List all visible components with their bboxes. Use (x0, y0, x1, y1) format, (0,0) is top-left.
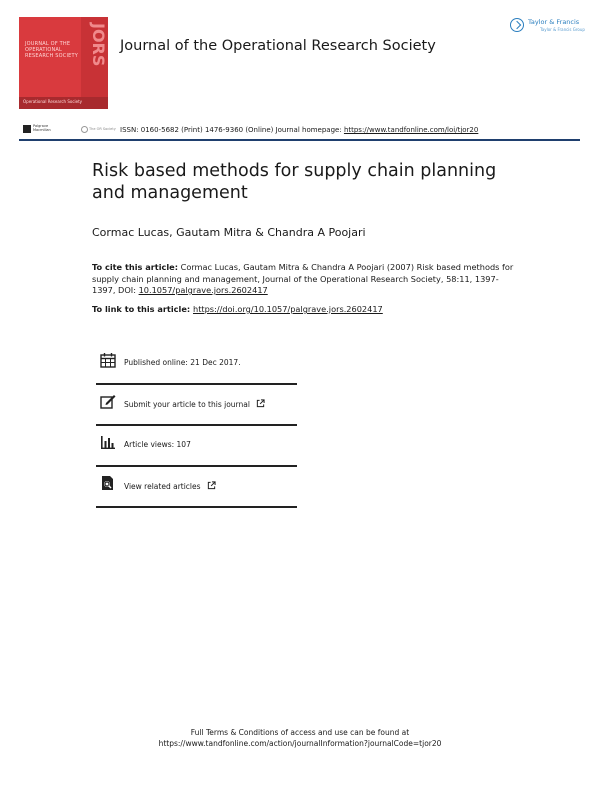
article-doi-link[interactable]: https://doi.org/10.1057/palgrave.jors.2602417 (193, 304, 383, 314)
link-to-article (92, 304, 383, 314)
footer-terms-text: Full Terms & Conditions of access and use can be found at (190, 728, 410, 737)
link-label: To link to this article: (92, 304, 193, 314)
citation-label: To cite this article: (92, 262, 178, 272)
published-row (96, 344, 297, 385)
palgrave-logo-text: Palgrave Macmillan (33, 124, 51, 132)
publisher-subtitle: Taylor & Francis Group (540, 27, 585, 32)
header-divider (19, 139, 580, 141)
citation-doi-link[interactable]: 10.1057/palgrave.jors.2602417 (138, 285, 268, 295)
or-society-logo-text: The OR Society (89, 127, 116, 131)
society-logos (23, 124, 116, 134)
cover-band-text: Operational Research Society (23, 99, 83, 104)
journal-title[interactable]: Journal of the Operational Research Society (120, 38, 436, 54)
citation-text: Cormac Lucas, Gautam Mitra & Chandra A Poojari (2007) Risk based methods for supply chain planning and management, Journal of the Operational Research Society, 58:11, 1397-1397, DOI: (92, 262, 514, 295)
edit-icon (100, 393, 116, 409)
citation-block (92, 262, 522, 297)
document-search-icon (100, 475, 116, 491)
row-divider (96, 506, 297, 508)
submit-article-label: Submit your article to this journal (124, 400, 250, 409)
journal-cover (19, 17, 108, 109)
article-views-row (96, 426, 297, 467)
related-articles-link[interactable] (124, 481, 216, 491)
issn-text: ISSN: 0160-5682 (Print) 1476-9360 (Online) Journal homepage: (120, 126, 344, 134)
publisher-name: Taylor & Francis (528, 18, 580, 26)
bar-chart-icon (100, 434, 116, 450)
article-views: Article views: 107 (124, 440, 191, 449)
cover-title: JOURNAL OF THE OPERATIONAL RESEARCH SOCIETY (25, 41, 78, 59)
submit-article-row[interactable] (96, 385, 297, 426)
article-title: Risk based methods for supply chain planning and management (92, 161, 497, 203)
cover-logo: JORS (89, 23, 108, 67)
footer-terms-link[interactable]: https://www.tandfonline.com/action/journalInformation?journalCode=tjor20 (158, 739, 442, 748)
related-articles-row[interactable] (96, 467, 297, 508)
calendar-icon (100, 352, 116, 368)
published-date: Published online: 21 Dec 2017. (124, 358, 241, 367)
article-authors: Cormac Lucas, Gautam Mitra & Chandra A Poojari (92, 226, 366, 239)
journal-homepage-link[interactable]: https://www.tandfonline.com/loi/tjor20 (343, 126, 479, 134)
publisher-logo-icon (510, 18, 524, 32)
external-link-icon (256, 399, 265, 408)
external-link-icon (207, 481, 216, 490)
or-society-logo-icon (81, 126, 88, 133)
related-articles-label: View related articles (124, 482, 201, 491)
palgrave-logo-icon (23, 125, 31, 133)
submit-article-link[interactable] (124, 399, 265, 409)
footer (100, 727, 500, 749)
issn-line (120, 126, 478, 134)
publisher-logo[interactable] (510, 16, 585, 38)
